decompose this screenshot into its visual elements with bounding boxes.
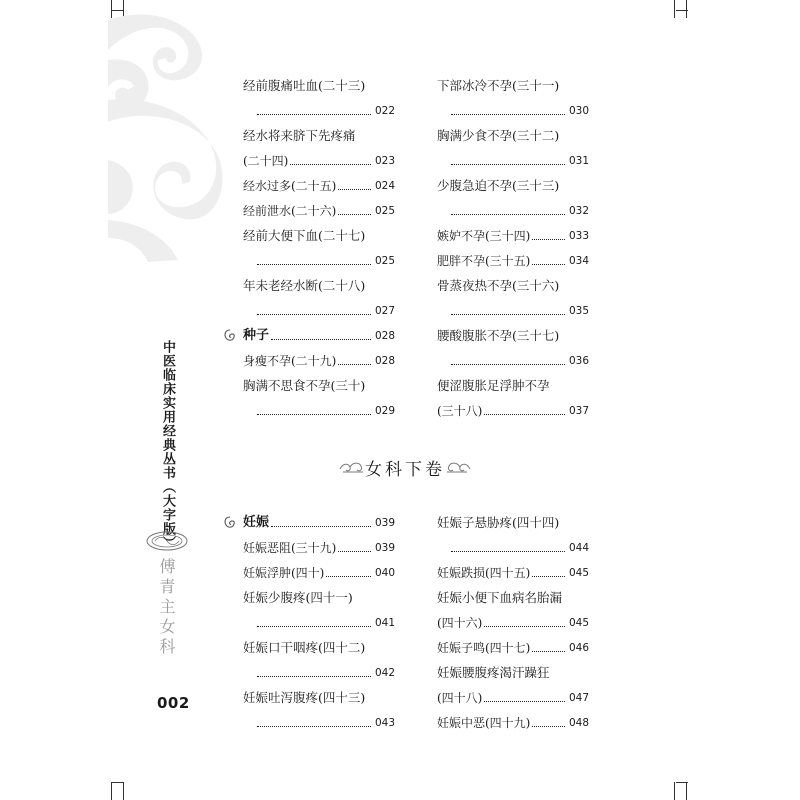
toc-entry — [437, 402, 589, 420]
crop-mark — [676, 782, 688, 783]
leader-dots — [484, 626, 565, 627]
page-ref: 042 — [374, 667, 395, 679]
page-ref: 040 — [374, 567, 395, 579]
toc-entry — [243, 252, 395, 270]
page-ref: 043 — [374, 717, 395, 729]
leader-dots — [451, 551, 565, 552]
toc-entry: 妊娠腰腹疼渴汗躁狂 — [437, 665, 550, 680]
toc-entry — [243, 539, 395, 557]
leader-dots — [257, 414, 371, 415]
entry-title: 妊娠浮肿(四十) — [243, 566, 325, 580]
leader-dots — [532, 726, 565, 727]
page-ref: 037 — [568, 405, 589, 417]
leader-dots — [271, 339, 371, 340]
page-ref: 028 — [374, 330, 395, 342]
toc-entry: 妊娠小便下血病名胎漏 — [437, 590, 563, 605]
page-ref: 024 — [374, 180, 395, 192]
toc-entry: 妊娠口干咽疼(四十二) — [243, 640, 366, 655]
leader-dots — [257, 626, 371, 627]
section-heading: 种子 — [243, 328, 270, 343]
leader-dots — [271, 526, 371, 527]
toc-entry: 妊娠吐泻腹疼(四十三) — [243, 690, 366, 705]
page-number: 002 — [157, 694, 190, 712]
toc-entry — [243, 327, 395, 345]
toc-entry — [243, 402, 395, 420]
toc-entry — [437, 539, 589, 557]
toc-entry — [243, 202, 395, 220]
page-ref: 025 — [374, 205, 395, 217]
volume-heading — [330, 454, 480, 480]
toc-entry — [243, 514, 395, 532]
page-ref: 046 — [568, 642, 589, 654]
page-ref: 041 — [374, 617, 395, 629]
leader-dots — [451, 214, 565, 215]
leader-dots — [338, 364, 371, 365]
toc-entry: 下部冰冷不孕(三十一) — [437, 78, 560, 93]
page-ref: 045 — [568, 617, 589, 629]
section-swirl-icon — [223, 516, 237, 530]
leader-dots — [257, 264, 371, 265]
leader-dots — [484, 414, 565, 415]
toc-entry — [243, 664, 395, 682]
crop-mark — [111, 782, 112, 800]
page-ref: 045 — [568, 567, 589, 579]
series-title: 中医临床实用经典丛书（大字版） — [160, 340, 175, 550]
book-title: 傅青主女科 — [157, 558, 176, 658]
leader-dots — [257, 314, 371, 315]
page-ref: 027 — [374, 305, 395, 317]
entry-title: 经前泄水(二十六) — [243, 204, 337, 218]
toc-entry: 年未老经水断(二十八) — [243, 278, 366, 293]
leader-dots — [338, 214, 371, 215]
page-ref: 032 — [568, 205, 589, 217]
leader-dots — [532, 239, 565, 240]
page-ref: 034 — [568, 255, 589, 267]
book-ornament-icon — [145, 530, 189, 552]
toc-entry — [437, 152, 589, 170]
section-heading: 妊娠 — [243, 515, 270, 530]
crop-mark — [686, 0, 687, 18]
leader-dots — [451, 364, 565, 365]
toc-entry — [437, 227, 589, 245]
toc-entry — [243, 714, 395, 732]
toc-entry — [243, 102, 395, 120]
leader-dots — [451, 114, 565, 115]
page-ref: 029 — [374, 405, 395, 417]
toc-entry — [437, 102, 589, 120]
entry-title: (四十八) — [437, 691, 483, 705]
page-ref: 023 — [374, 155, 395, 167]
toc-entry — [437, 614, 589, 632]
page-ref: 044 — [568, 542, 589, 554]
toc-entry: 胸满少食不孕(三十二) — [437, 128, 560, 143]
entry-title: (二十四) — [243, 154, 289, 168]
page-ref: 048 — [568, 717, 589, 729]
crop-mark — [674, 782, 675, 800]
toc-entry: 妊娠子悬胁疼(四十四) — [437, 515, 560, 530]
page-ref: 031 — [568, 155, 589, 167]
leader-dots — [257, 676, 371, 677]
leader-dots — [451, 164, 565, 165]
toc-entry — [437, 202, 589, 220]
leader-dots — [257, 726, 371, 727]
leader-dots — [451, 314, 565, 315]
entry-title: 经水过多(二十五) — [243, 179, 337, 193]
page-ref: 025 — [374, 255, 395, 267]
page-ref: 047 — [568, 692, 589, 704]
toc-entry — [437, 302, 589, 320]
entry-title: 妊娠恶阻(三十九) — [243, 541, 337, 555]
page-ref: 036 — [568, 355, 589, 367]
toc-entry: 腰酸腹胀不孕(三十七) — [437, 328, 560, 343]
crop-mark — [674, 0, 675, 18]
page-ref: 033 — [568, 230, 589, 242]
leader-dots — [290, 164, 371, 165]
leader-dots — [532, 264, 565, 265]
toc-entry: 经前腹痛吐血(二十三) — [243, 78, 366, 93]
leader-dots — [326, 576, 371, 577]
toc-entry — [437, 352, 589, 370]
toc-entry: 胸满不思食不孕(三十) — [243, 378, 366, 393]
leader-dots — [338, 551, 371, 552]
leader-dots — [257, 114, 371, 115]
toc-entry — [243, 352, 395, 370]
toc-entry — [437, 714, 589, 732]
entry-title: 肥胖不孕(三十五) — [437, 254, 531, 268]
leader-dots — [338, 189, 371, 190]
toc-entry: 经水将来脐下先疼痛 — [243, 128, 356, 143]
crop-mark — [111, 782, 123, 783]
entry-title: 妊娠中恶(四十九) — [437, 716, 531, 730]
page-ref: 039 — [374, 517, 395, 529]
toc-entry — [243, 152, 395, 170]
entry-title: (三十八) — [437, 404, 483, 418]
left-cloud-ornament-icon — [339, 460, 365, 474]
entry-title: 嫉妒不孕(三十四) — [437, 229, 531, 243]
toc-entry — [437, 252, 589, 270]
leader-dots — [532, 651, 565, 652]
toc-entry: 妊娠少腹疼(四十一) — [243, 590, 353, 605]
entry-title: 妊娠子鸣(四十七) — [437, 641, 531, 655]
toc-entry — [243, 177, 395, 195]
right-cloud-ornament-icon — [445, 460, 471, 474]
toc-entry: 便涩腹胀足浮肿不孕 — [437, 378, 550, 393]
cloud-watermark-icon — [108, 0, 228, 270]
toc-entry — [437, 639, 589, 657]
crop-mark — [686, 782, 687, 800]
crop-mark — [676, 10, 688, 11]
toc-entry — [243, 302, 395, 320]
volume-title: 女科下卷 — [365, 459, 445, 480]
page-ref: 028 — [374, 355, 395, 367]
entry-title: 妊娠跌损(四十五) — [437, 566, 531, 580]
page-ref: 030 — [568, 105, 589, 117]
entry-title: 身瘦不孕(二十九) — [243, 354, 337, 368]
toc-entry — [437, 689, 589, 707]
toc-entry: 骨蒸夜热不孕(三十六) — [437, 278, 560, 293]
leader-dots — [532, 576, 565, 577]
crop-mark — [123, 782, 124, 800]
toc-entry — [243, 564, 395, 582]
page-ref: 022 — [374, 105, 395, 117]
toc-entry: 经前大便下血(二十七) — [243, 228, 366, 243]
page-ref: 035 — [568, 305, 589, 317]
entry-title: (四十六) — [437, 616, 483, 630]
toc-entry — [243, 614, 395, 632]
page-ref: 039 — [374, 542, 395, 554]
toc-entry — [437, 564, 589, 582]
toc-entry: 少腹急迫不孕(三十三) — [437, 178, 560, 193]
section-swirl-icon — [223, 329, 237, 343]
leader-dots — [484, 701, 565, 702]
